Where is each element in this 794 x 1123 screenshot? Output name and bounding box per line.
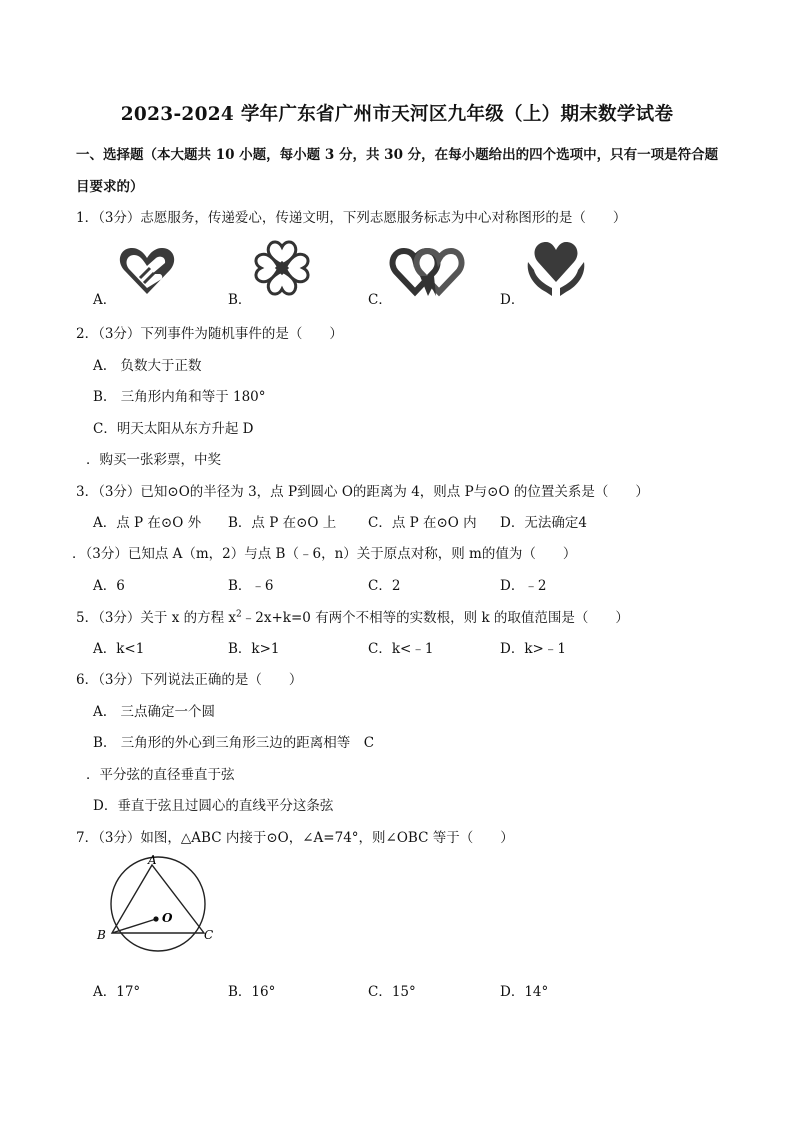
q3-option-c: C．点 P 在⊙O 内 [368,515,477,531]
q5-stem [76,606,629,626]
q4-option-c: C．2 [368,578,401,594]
q1-stem: 1．（3分）志愿服务，传递爱心，传递文明，下列志愿服务标志为中心对称图形的是（ ） [76,210,627,226]
q3-option-a: A．点 P 在⊙O 外 [93,515,202,531]
q7-stem: 7．（3分）如图，△ABC 内接于⊙O，∠A=74°，则∠OBC 等于（ ） [76,830,514,846]
q3-option-d: D．无法确定4 [500,515,587,531]
vertex-label-c: C [204,928,214,942]
section-header-line1: 一、选择题（本大题共 10 小题，每小题 3 分，共 30 分，在每小题给出的四个选项中，只有一项是符合题 [76,147,719,163]
q7-option-a: A．17° [93,984,141,1000]
q6-stem: 6．（3分）下列说法正确的是（ ） [76,672,303,688]
q2-option-b: B. 三角形内角和等于 180° [93,389,266,405]
q5-option-d: D．k>﹣1 [500,641,566,657]
q7-option-d: D．14° [500,984,549,1000]
q7-option-c: C．15° [368,984,416,1000]
q5-stem-pre: 5．（3分）关于 x 的方程 x [76,610,237,626]
q3-option-b: B．点 P 在⊙O 上 [228,515,337,531]
q6-option-d: D．垂直于弦且过圆心的直线平分这条弦 [93,798,334,814]
heart-hand-icon [116,244,178,298]
q4-option-a: A．6 [93,578,125,594]
q5-stem-post: ﹣2x+k=0 有两个不相等的实数根，则 k 的取值范围是（ ） [241,610,629,626]
q1-option-b-label: B． [228,292,252,308]
vertex-label-b: B [97,928,106,942]
q7-circle-figure [94,852,224,948]
q5-option-a: A．k<1 [93,641,145,657]
triangle-abc [112,865,204,933]
q3-stem: 3．（3分）已知⊙O的半径为 3，点 P到圆心 O的距离为 4，则点 P与⊙O 的位置关系是（ ） [76,484,649,500]
q6-option-b: B. 三角形的外心到三角形三边的距离相等 C [93,735,375,751]
q6-option-c: ．平分弦的直径垂直于弦 [86,767,235,783]
vertex-label-a: A [148,853,157,867]
heart-in-hands-icon [524,240,588,300]
q4-stem: ．（3分）已知点 A（m，2）与点 B（﹣6，n）关于原点对称，则 m的值为（ ） [72,546,577,562]
q5-option-c: C．k<﹣1 [368,641,434,657]
q7-option-b: B．16° [228,984,276,1000]
q5-option-b: B．k>1 [228,641,280,657]
q2-option-d: ．购买一张彩票，中奖 [86,452,221,468]
q2-option-a: A. 负数大于正数 [93,358,202,374]
section-header-line2: 目要求的） [76,179,144,195]
q4-option-b: B．﹣6 [228,578,274,594]
q6-option-a: A. 三点确定一个圆 [93,704,216,720]
q1-option-a-label: A． [93,292,117,308]
q4-option-d: D．﹣2 [500,578,547,594]
circle-o [111,857,205,951]
double-heart-ribbon-icon [390,248,464,298]
q2-option-c: C．明天太阳从东方升起 D [93,421,254,437]
q1-option-d-label: D． [500,292,525,308]
page-title: 2023-2024 学年广东省广州市天河区九年级（上）期末数学试卷 [120,104,674,125]
q1-option-c-label: C． [368,292,392,308]
four-heart-clover-icon [252,238,312,298]
q5-stem-superscript: 2 [236,609,242,620]
q2-stem: 2．（3分）下列事件为随机事件的是（ ） [76,326,343,342]
center-point-o [153,916,158,921]
center-label-o: O [162,911,173,925]
